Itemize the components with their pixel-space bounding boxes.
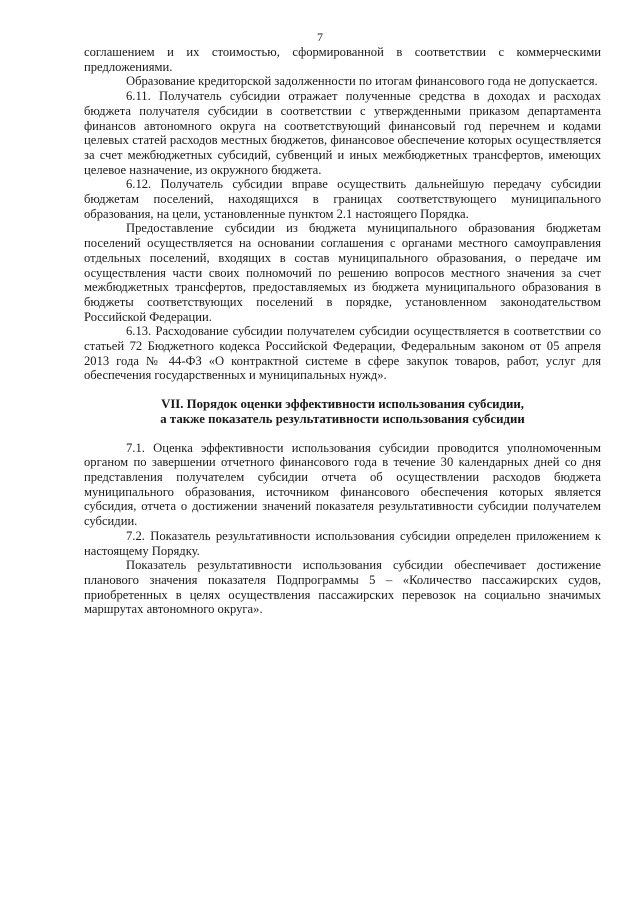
section-heading (84, 397, 601, 426)
paragraph-7-2: 7.2. Показатель результативности использования субсидии определен приложением к настоящему Порядку. (84, 528, 601, 558)
page-number: 7 (317, 30, 323, 44)
paragraph-6-12: 6.12. Получатель субсидии вправе осуществить дальнейшую передачу субсидии бюджетам поселений, находящихся в границах соответствующего муниципального образования, на цели, установленные пунктом 2.1 настоящего Порядка. (84, 177, 601, 221)
paragraph-indicator: Показатель результативности использования субсидии обеспечивает достижение планового значения показателя Подпрограммы 5 – «Количество пассажирских судов, приобретенных в целях осуществления пассажирских перевозок на социально значимых маршрутах автономного округа». (84, 558, 601, 617)
paragraph-creditor-debt: Образование кредиторской задолженности по итогам финансового года не допускается. (126, 74, 598, 89)
paragraph-settlement-transfer: Предоставление субсидии из бюджета муниципального образования бюджетам поселений осуществляется на основании соглашения с органами местного самоуправления отдельных поселений, входящих в состав муниципального образования, о передаче им осуществления части своих полномочий по решению вопросов местного значения за счет межбюджетных трансфертов, предоставляемых из бюджета муниципального образования в бюджеты соответствующих поселений в порядке, установленном законодательством Российской Федерации. (84, 221, 601, 324)
section-heading-line1: VII. Порядок оценки эффективности использования субсидии, (161, 397, 524, 412)
paragraph-6-13: 6.13. Расходование субсидии получателем субсидии осуществляется в соответствии со статьей 72 Бюджетного кодекса Российской Федерации, Федеральным законом от 05 апреля 2013 года № 44-ФЗ «О контрактной системе в сфере закупок товаров, работ, услуг для обеспечения государственных и муниципальных нужд». (84, 324, 601, 383)
document-body (84, 45, 601, 617)
paragraph-6-11: 6.11. Получатель субсидии отражает полученные средства в доходах и расходах бюджета получателя субсидии в соответствии с утвержденными приказом департамента финансов автономного округа на соответствующий финансовый год перечнем и кодами целевых статей расходов местных бюджетов, финансовое обеспечение которых осуществляется за счет межбюджетных субсидий, субвенций и иных межбюджетных трансфертов, имеющих целевое назначение, из окружного бюджета. (84, 89, 601, 177)
paragraph-continuation: соглашением и их стоимостью, сформированной в соответствии с коммерческими предложениями. (84, 45, 601, 74)
section-vii-body (84, 441, 601, 617)
section-heading-line2: а также показатель результативности использования субсидии (160, 411, 525, 426)
paragraph-7-1: 7.1. Оценка эффективности использования субсидии проводится уполномоченным органом по завершении отчетного финансового года в течение 30 календарных дней со дня представления получателем субсидии отчета об осуществлении расходов бюджета муниципального образования, источником финансового обеспечения которых является субсидия, отчета о достижении значений показателя результативности субсидии получателем субсидии. (84, 440, 601, 529)
